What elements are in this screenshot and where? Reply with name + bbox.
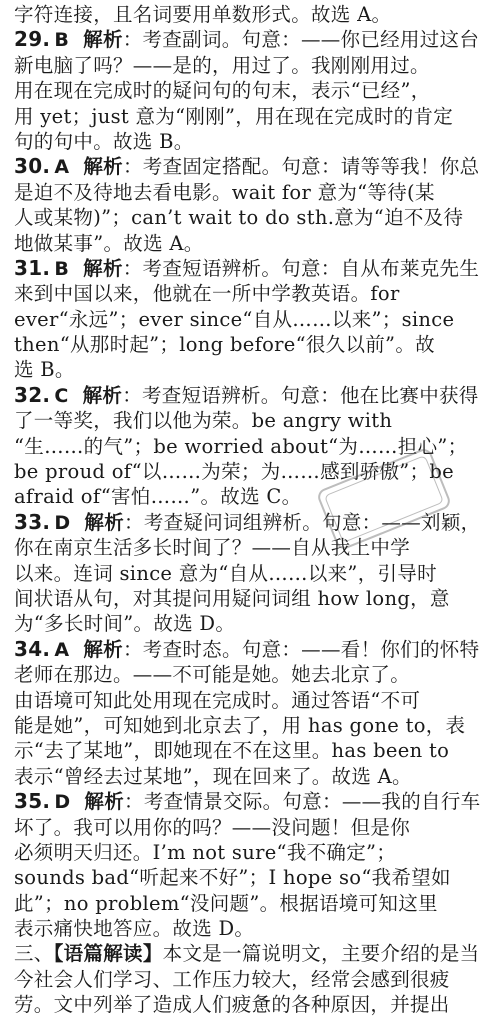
explanation-text: ：考查短语辨析。句意：自从布莱克先生: [122, 256, 480, 280]
text-line: 是迫不及待地去看电影。wait for 意为“等待(某: [14, 180, 435, 204]
answer-letter: D: [54, 511, 71, 534]
explanation-text: ：考查疑问词组辨析。句意：——刘颖，: [124, 510, 481, 534]
answer-letter: B: [54, 29, 70, 52]
analysis-label: 解析: [83, 256, 123, 280]
question-number: 33.: [14, 509, 51, 534]
text-line: 以来。连词 since 意为“自从……以来”，引导时: [14, 561, 437, 585]
text-line: 表示痛快地答应。故选 D。: [14, 917, 255, 941]
analysis-label: 解析: [84, 510, 125, 534]
question-heading-line: [14, 256, 491, 281]
text-line: be proud of“以……为荣；为……感到骄傲”；be: [14, 460, 454, 484]
answer-letter: B: [54, 257, 70, 280]
text-line: 选 B。: [14, 358, 75, 382]
text-line: 表示“曾经去过某地”，现在回来了。故选 A。: [14, 764, 412, 788]
text-line: 了一等奖，我们以他为荣。be angry with: [14, 409, 393, 433]
question-number: 29.: [14, 27, 51, 52]
text-line: 你在南京生活多长时间了？——自从我上中学: [14, 536, 411, 560]
answer-letter: A: [54, 638, 70, 661]
text-line: 地做某事”。故选 A。: [14, 231, 204, 255]
text-line: 能是她”，可知她到北京去了，用 has gone to，表: [14, 713, 466, 737]
explanation-text: ：考查情景交际。句意：——我的自行车: [124, 790, 481, 814]
text-line: 人或某物)”；can’t wait to do sth.意为“迫不及待: [14, 206, 464, 230]
text-line: sounds bad“听起来不好”；I hope so“我希望如: [14, 866, 451, 890]
text-line: 来到中国以来，他就在一所中学教英语。for: [14, 282, 400, 306]
question-heading-line: [14, 27, 491, 52]
analysis-label: 解析: [84, 790, 125, 814]
text-line: “生……的气”；be worried about“为……担心”；: [14, 434, 468, 458]
text-line: 新电脑了吗？——是的，用过了。我刚刚用过。: [14, 53, 430, 77]
analysis-label: 解析: [83, 155, 123, 179]
question-number: 35.: [14, 789, 51, 814]
explanation-text: ：考查固定搭配。句意：请等等我！你总: [122, 155, 480, 179]
section-heading-line: [14, 941, 491, 966]
text-line: 为“多长时间”。故选 D。: [14, 612, 236, 636]
text-line: 必须明天归还。I’m not sure“我不确定”；: [14, 840, 397, 864]
answer-letter: D: [54, 791, 71, 814]
answer-letter: A: [54, 156, 70, 179]
text-line: then“从那时起”；long before“很久以前”。故: [14, 333, 435, 357]
analysis-label: 解析: [82, 383, 123, 407]
analysis-label: 解析: [83, 637, 123, 661]
text-line: 老师在那边。——不可能是她。她去北京了。: [14, 663, 411, 687]
text-line: afraid of“害怕……”。故选 C。: [14, 485, 302, 509]
question-number: 32.: [14, 382, 51, 407]
question-heading-line: [14, 510, 491, 535]
question-heading-line: [14, 637, 491, 662]
text-line: 字符连接，且名词要用单数形式。故选 A。: [14, 3, 392, 26]
text-line: 劳。文中列举了造成人们疲惫的各种原因，并提出: [14, 993, 450, 1017]
section-label: 【语篇解读】: [53, 942, 163, 966]
question-heading-line: [14, 383, 491, 408]
text-line: ever“永远”；ever since“自从……以来”；since: [14, 307, 455, 331]
text-line: 用 yet；just 意为“刚刚”，用在现在完成时的肯定: [14, 104, 454, 128]
explanation-text: ：考查副词。句意：——你已经用过这台: [122, 28, 480, 52]
explanation-text: ：考查短语辨析。句意：他在比赛中获得: [122, 383, 479, 407]
question-heading-line: [14, 154, 491, 179]
text-line: 由语境可知此处用现在完成时。通过答语“不可: [14, 688, 421, 712]
text-line: 示“去了某地”，即她现在不在这里。has been to: [14, 739, 450, 763]
question-number: 30.: [14, 154, 51, 179]
question-heading-line: [14, 789, 491, 814]
section-number: 三、: [14, 942, 54, 966]
text-line: 间状语从句，对其提问用疑问词组 how long，意: [14, 586, 450, 610]
explanation-text: ：考查时态。句意：——看！你们的怀特: [122, 637, 480, 661]
analysis-label: 解析: [83, 28, 123, 52]
text-line: 坏了。我可以用你的吗？——没问题！但是你: [14, 815, 411, 839]
question-number: 34.: [14, 636, 51, 661]
text-line: 此”；no problem“没问题”。根据语境可知这里: [14, 891, 438, 915]
question-number: 31.: [14, 255, 51, 280]
text-line: 句的句中。故选 B。: [14, 129, 194, 153]
text-line: 今社会人们学习、工作压力较大，经常会感到很疲: [14, 967, 450, 991]
answer-letter: C: [54, 384, 69, 407]
text-line: 用在现在完成时的疑问句的句末，表示“已经”，: [14, 79, 431, 103]
explanation-text: 本文是一篇说明文，主要介绍的是当: [162, 942, 480, 966]
